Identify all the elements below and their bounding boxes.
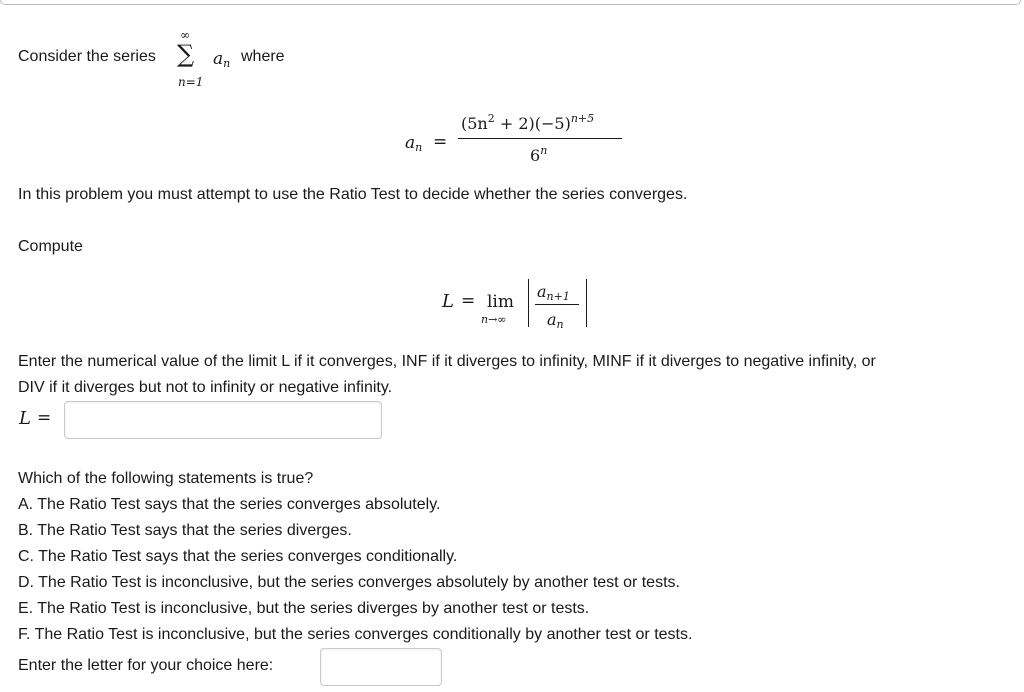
- series-term-sub: n: [223, 57, 231, 70]
- instructions-line-1: Enter the numerical value of the limit L if it converges, INF if it diverges to infinity, MINF if it diverges to negative infinity, or: [18, 353, 876, 370]
- limit-answer-input[interactable]: [64, 401, 382, 439]
- problem-text: In this problem you must attempt to use the Ratio Test to decide whether the series converges.: [18, 186, 688, 203]
- limit-numerator-base: a: [537, 282, 547, 301]
- intro-suffix: where: [241, 48, 285, 65]
- series-term: [213, 49, 230, 70]
- series-term-base: a: [213, 49, 224, 69]
- choice-answer-input[interactable]: [320, 648, 442, 686]
- card-top-border: [0, 0, 1021, 5]
- option-f: F. The Ratio Test is inconclusive, but the series converges conditionally by another test or tests.: [18, 626, 693, 643]
- sum-upper-limit: ∞: [180, 28, 190, 42]
- answer-l-equals: =: [37, 408, 52, 428]
- option-c: C. The Ratio Test says that the series converges conditionally.: [18, 548, 458, 565]
- limit-lim: lim: [487, 292, 514, 312]
- numerator-square: 2: [487, 112, 495, 125]
- limit-numerator-sub: n+1: [546, 290, 570, 303]
- limit-lhs: L: [442, 291, 454, 312]
- sum-symbol: ∑: [177, 40, 195, 68]
- definition-lhs: [405, 133, 422, 154]
- abs-bar-left: [528, 279, 529, 327]
- abs-bar-right: [586, 279, 587, 327]
- definition-lhs-base: a: [405, 133, 416, 153]
- limit-equals: =: [461, 291, 476, 311]
- intro-prefix: Consider the series: [18, 48, 156, 65]
- option-d: D. The Ratio Test is inconclusive, but the series converges absolutely by another test or tests.: [18, 574, 680, 591]
- numerator-exponent: n+5: [570, 112, 595, 125]
- option-b: B. The Ratio Test says that the series diverges.: [18, 522, 352, 539]
- denominator-exponent: n: [540, 144, 548, 157]
- instructions-line-2: DIV if it diverges but not to infinity or negative infinity.: [18, 379, 393, 396]
- option-e: E. The Ratio Test is inconclusive, but the series diverges by another test or tests.: [18, 600, 590, 617]
- definition-denominator: [530, 144, 547, 165]
- denominator-base: 6: [530, 146, 541, 165]
- numerator-rest: + 2)(−5): [494, 114, 571, 133]
- answer-l-label: L: [19, 408, 31, 429]
- definition-fraction-bar: [458, 138, 622, 139]
- question-text: Which of the following statements is true?: [18, 470, 314, 487]
- definition-numerator: [461, 112, 594, 133]
- numerator-main: (5n: [461, 114, 488, 133]
- definition-equals: =: [433, 132, 448, 152]
- limit-denominator: [547, 310, 564, 331]
- limit-denominator-base: a: [547, 310, 557, 329]
- limit-denominator-sub: n: [556, 318, 564, 331]
- option-a: A. The Ratio Test says that the series converges absolutely.: [18, 496, 441, 513]
- compute-label: Compute: [18, 238, 83, 255]
- choice-label: Enter the letter for your choice here:: [18, 657, 274, 674]
- sum-lower-limit: n=1: [178, 75, 204, 89]
- limit-subscript: n→∞: [481, 313, 507, 326]
- limit-numerator: [537, 282, 570, 303]
- limit-fraction-bar: [535, 304, 579, 305]
- definition-lhs-sub: n: [415, 141, 423, 154]
